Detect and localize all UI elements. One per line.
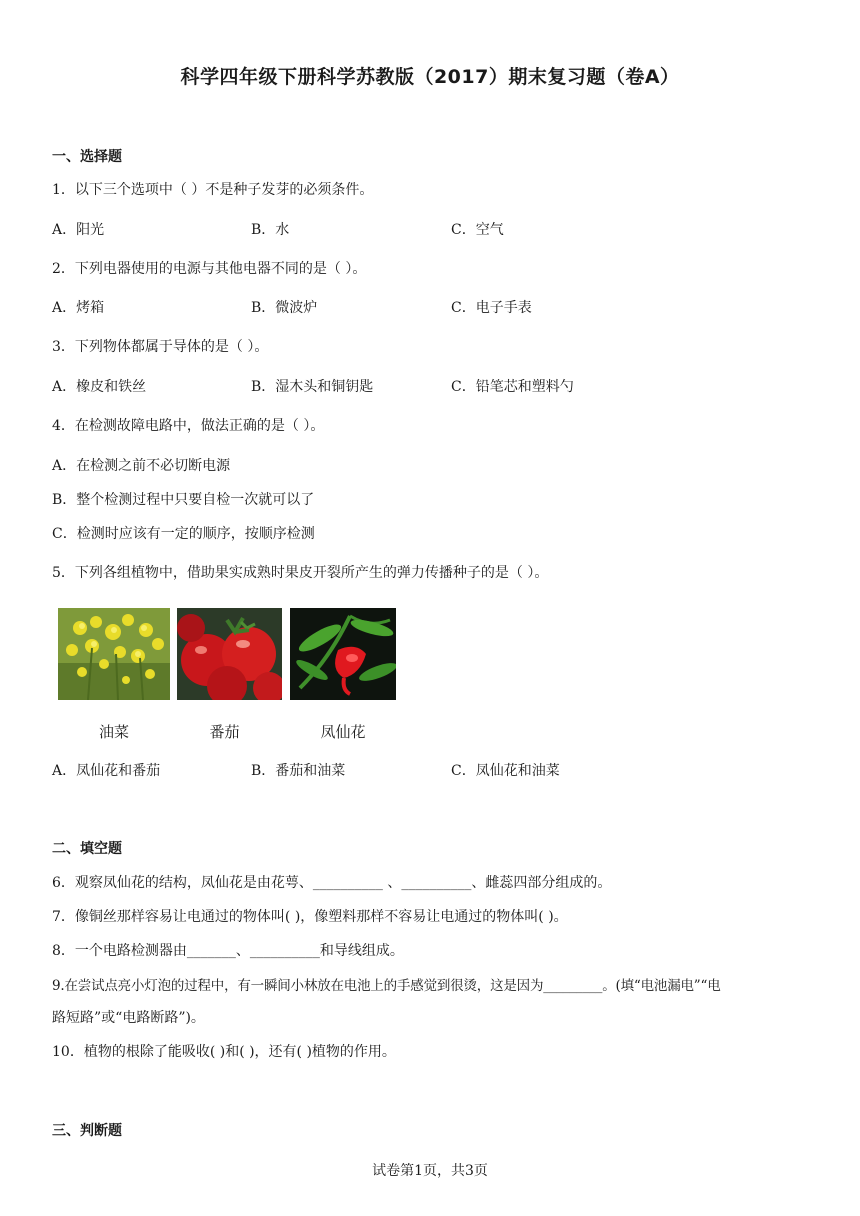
section-heading-fill: 二、填空题 bbox=[52, 841, 122, 857]
question-5-option-b: B．番茄和油菜 bbox=[251, 763, 346, 779]
question-6: 6．观察凤仙花的结构，凤仙花是由花萼、__________ 、__________、雌蕊四部分组成的。 bbox=[52, 875, 612, 891]
question-5-stem: 5．下列各组植物中，借助果实成熟时果皮开裂所产生的弹力传播种子的是（ ）。 bbox=[52, 565, 549, 581]
question-7: 7．像铜丝那样容易让电通过的物体叫( )，像塑料那样不容易让电通过的物体叫( )。 bbox=[52, 909, 568, 925]
question-3-stem: 3．下列物体都属于导体的是（ ）。 bbox=[52, 339, 269, 355]
question-9-line-2: 路短路”或“电路断路”)。 bbox=[52, 1010, 205, 1026]
question-3-option-b: B．湿木头和铜钥匙 bbox=[251, 379, 374, 395]
page-footer: 试卷第1页，共3页 bbox=[372, 1163, 488, 1179]
tomato-photo bbox=[177, 608, 282, 700]
question-3-option-a: A．橡皮和铁丝 bbox=[52, 379, 147, 395]
caption-rapeseed: 油菜 bbox=[98, 723, 129, 741]
question-2-stem: 2．下列电器使用的电源与其他电器不同的是（ ）。 bbox=[52, 261, 367, 277]
question-9-line-1: 9.在尝试点亮小灯泡的过程中，有一瞬间小林放在电池上的手感觉到很烫，这是因为_________。(填“电池漏电”“电 bbox=[52, 978, 721, 994]
page-title: 科学四年级下册科学苏教版（2017）期末复习题（卷A） bbox=[180, 66, 680, 88]
question-2-option-c: C．电子手表 bbox=[451, 300, 532, 316]
question-5-option-a: A．凤仙花和番茄 bbox=[52, 763, 161, 779]
question-2-option-b: B．微波炉 bbox=[251, 300, 318, 316]
question-4-option-b: B．整个检测过程中只要自检一次就可以了 bbox=[52, 492, 315, 508]
section-heading-choice: 一、选择题 bbox=[52, 149, 122, 165]
question-4-option-c: C．检测时应该有一定的顺序，按顺序检测 bbox=[52, 526, 315, 542]
rapeseed-photo bbox=[58, 608, 170, 700]
question-1-option-a: A．阳光 bbox=[52, 222, 105, 238]
question-1-option-c: C．空气 bbox=[451, 222, 504, 238]
question-2-option-a: A．烤箱 bbox=[52, 300, 105, 316]
question-3-option-c: C．铅笔芯和塑料勺 bbox=[451, 379, 574, 395]
impatiens-photo bbox=[290, 608, 396, 700]
question-4-stem: 4．在检测故障电路中，做法正确的是（ ）。 bbox=[52, 418, 325, 434]
question-5-option-c: C．凤仙花和油菜 bbox=[451, 763, 560, 779]
question-4-option-a: A．在检测之前不必切断电源 bbox=[52, 458, 231, 474]
section-heading-judge: 三、判断题 bbox=[52, 1123, 122, 1139]
question-1-stem: 1．以下三个选项中（ ）不是种子发芽的必须条件。 bbox=[52, 182, 374, 198]
caption-impatiens: 凤仙花 bbox=[320, 723, 366, 741]
question-8: 8．一个电路检测器由_______、__________和导线组成。 bbox=[52, 943, 404, 959]
question-1-option-b: B．水 bbox=[251, 222, 290, 238]
question-10: 10．植物的根除了能吸收( )和( )，还有( )植物的作用。 bbox=[52, 1044, 396, 1060]
caption-tomato: 番茄 bbox=[209, 723, 240, 741]
